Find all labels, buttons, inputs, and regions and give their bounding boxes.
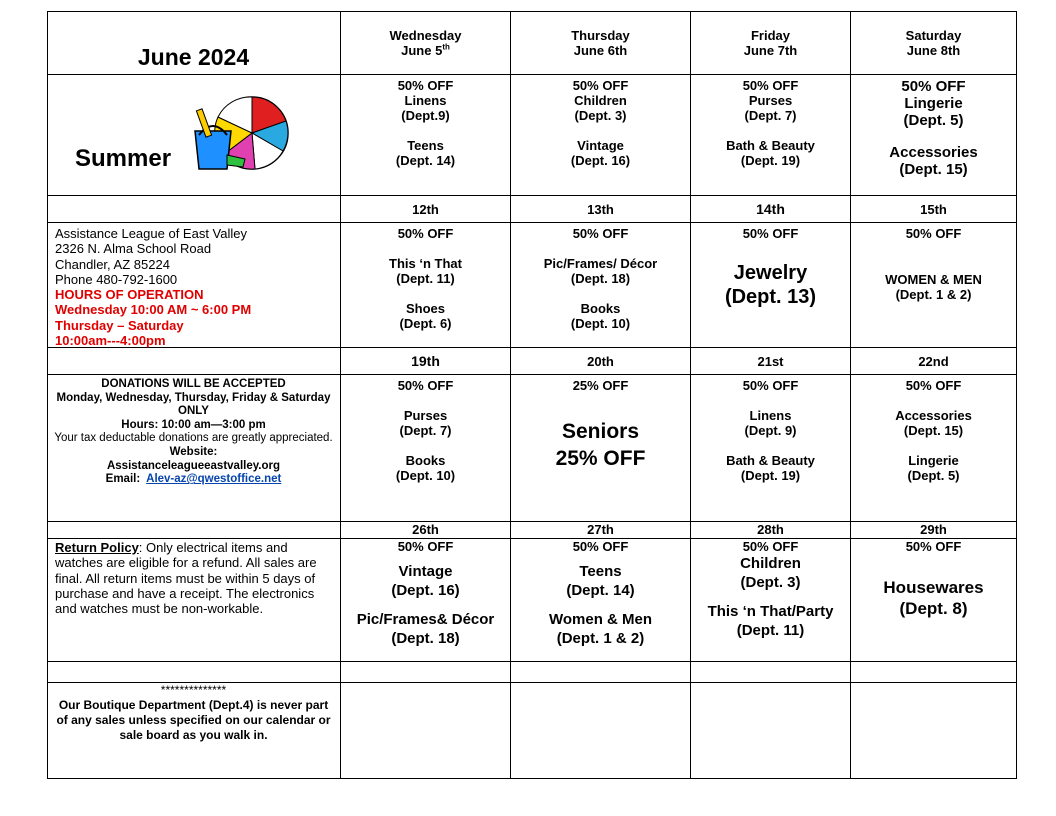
dept-number: (Dept. 10) (395, 468, 456, 483)
dept-name: Bath & Beauty (726, 138, 815, 153)
hours-thu-sat: Thursday – Saturday (55, 317, 184, 333)
dept-name: Children (574, 93, 627, 108)
discount: 25% OFF (572, 378, 629, 393)
dept-name: Bath & Beauty (726, 453, 815, 468)
summer-cell (47, 75, 340, 195)
date-cell: 28th (757, 522, 784, 537)
discount: 50% OFF (905, 378, 962, 393)
dept-number: (Dept. 14) (395, 153, 456, 168)
dept-number: (Dept. 15) (899, 161, 968, 178)
sale-cell-jun28 (691, 539, 850, 661)
stars-divider: ************** (160, 683, 227, 697)
date-cell: 21st (757, 353, 784, 369)
return-policy-cell (47, 522, 340, 661)
date-cell: 27th (587, 522, 614, 537)
day-name: Saturday (905, 28, 962, 43)
sale-cell-jun12 (341, 223, 510, 347)
dept-number: (Dept. 11) (396, 271, 455, 286)
dept-name: Housewares (883, 578, 984, 597)
dept-name: Purses (403, 408, 448, 423)
dept-number: (Dept. 5) (907, 468, 960, 483)
donations-info-cell (47, 375, 340, 521)
dept-number: (Dept. 9) (744, 423, 797, 438)
discount: 50% OFF (397, 78, 454, 93)
dept-number: (Dept. 13) (724, 286, 817, 308)
day-name: Thursday (571, 28, 630, 43)
date-cell: 19th (411, 352, 440, 369)
dept-number: (Dept. 15) (903, 423, 964, 438)
donation-days: Monday, Wednesday, Thursday, Friday & Saturday (56, 391, 331, 404)
dept-number: (Dept. 8) (899, 599, 968, 618)
donations-title: DONATIONS WILL BE ACCEPTED (101, 378, 286, 390)
dept-number: (Dept. 3) (574, 108, 627, 123)
dept-name: Women & Men (548, 611, 653, 628)
dept-number: (Dept. 16) (570, 153, 631, 168)
donation-hours: Hours: 10:00 am—3:00 pm (121, 418, 266, 431)
dept-name: Books (405, 453, 446, 468)
month-title: June 2024 (137, 44, 250, 70)
day-date: June 5th (401, 42, 450, 58)
day-date: June 8th (906, 43, 961, 58)
dept-name: Lingerie (904, 95, 963, 112)
dept-number: (Dept. 11) (736, 622, 805, 639)
contact-info-cell (47, 223, 340, 347)
dept-number: (Dept. 1 & 2) (556, 630, 645, 647)
dept-name: Lingerie (908, 453, 959, 468)
beach-ball-bucket-icon (187, 95, 297, 180)
day-date: June 7th (743, 43, 798, 58)
hours-wednesday: Wednesday 10:00 AM ~ 6:00 PM (55, 302, 252, 318)
dept-name: Seniors (561, 420, 640, 443)
sale-cell-jun20 (511, 375, 690, 521)
header-thursday (511, 11, 690, 74)
discount: 50% OFF (905, 539, 962, 554)
donation-only: ONLY (178, 405, 209, 418)
dept-number: (Dept. 18) (570, 271, 631, 286)
day-name: Friday (750, 28, 790, 43)
org-name: Assistance League of East Valley (55, 226, 247, 241)
dept-name: Pic/Frames/ Décor (543, 256, 658, 271)
discount: 50% OFF (905, 226, 962, 241)
address-street: 2326 N. Alma School Road (55, 241, 212, 257)
grid-line (47, 778, 1017, 779)
donation-note: Your tax deductable donations are greatly appreciated. (54, 432, 333, 445)
grid-line (47, 661, 1017, 662)
dept-number: (Dept. 14) (566, 582, 635, 599)
dept-name: Pic/Frames& Décor (356, 611, 495, 628)
header-saturday (851, 11, 1016, 74)
dept-number: (Dept. 1 & 2) (895, 287, 972, 302)
dept-number: (Dept.9) (401, 108, 450, 123)
discount: 50% OFF (397, 378, 454, 393)
boutique-note-cell (47, 683, 340, 778)
sale-cell-jun7 (691, 75, 850, 195)
sale-cell-jun14 (691, 223, 850, 347)
header-wednesday (341, 11, 510, 74)
sale-cell-jun8 (851, 75, 1016, 195)
address-city: Chandler, AZ 85224 (55, 256, 170, 272)
sale-cell-jun27 (511, 539, 690, 661)
email-link[interactable]: Alev-az@qwestoffice.net (146, 473, 282, 486)
dept-name: Purses (748, 93, 793, 108)
date-cell: 15th (920, 201, 947, 217)
sale-cell-jun26 (341, 539, 510, 661)
dept-name: This ‘n That (389, 256, 462, 271)
dept-number: 25% OFF (555, 447, 646, 470)
discount: 50% OFF (901, 78, 966, 95)
dept-name: Children (740, 555, 801, 572)
dept-number: (Dept. 18) (391, 630, 460, 647)
return-policy-text: : Only electrical items and watches are eligible for a refund. All sales are final. All return items must be within 5 days of purchase and have a receipt. The electronics and watches must be non-workable. (55, 540, 317, 617)
email-label: Email: (105, 473, 141, 486)
dept-number: (Dept. 10) (570, 316, 631, 331)
date-cell: 26th (412, 522, 439, 537)
dept-number: (Dept. 16) (391, 582, 460, 599)
dept-name: WOMEN & MEN (885, 272, 982, 287)
header-friday (691, 11, 850, 74)
discount: 50% OFF (742, 78, 799, 93)
dept-name: Accessories (895, 408, 972, 423)
dept-name: Jewelry (733, 262, 808, 284)
sale-cell-jun29 (851, 539, 1016, 661)
phone: Phone 480-792-1600 (55, 271, 178, 287)
dept-name: Shoes (405, 301, 445, 316)
dept-name: Teens (407, 138, 444, 153)
dept-name: Books (580, 301, 621, 316)
discount: 50% OFF (742, 378, 799, 393)
dept-number: (Dept. 19) (740, 468, 801, 483)
dept-name: Vintage (398, 563, 453, 580)
dept-name: This ‘n That/Party (707, 603, 834, 620)
date-cell: 14th (756, 200, 785, 217)
discount: 50% OFF (397, 539, 454, 554)
boutique-note: Our Boutique Department (Dept.4) is never part of any sales unless specified on our calendar or sale board as you walk in. (56, 698, 331, 742)
sale-cell-jun13 (511, 223, 690, 347)
dept-number: (Dept. 6) (399, 316, 452, 331)
dept-number: (Dept. 19) (740, 153, 801, 168)
sale-cell-jun5 (341, 75, 510, 195)
dept-name: Teens (579, 563, 622, 580)
dept-name: Linens (404, 93, 447, 108)
day-date: June 6th (573, 43, 628, 58)
hours-thu-sat-time: 10:00am---4:00pm (55, 333, 166, 349)
month-title-cell (47, 11, 340, 74)
sale-cell-jun22 (851, 375, 1016, 521)
discount: 50% OFF (572, 78, 629, 93)
dept-number: (Dept. 3) (740, 574, 801, 591)
dept-name: Accessories (889, 144, 978, 161)
discount: 50% OFF (742, 539, 799, 554)
dept-number: (Dept. 7) (399, 423, 452, 438)
day-name: Wednesday (389, 28, 462, 43)
sale-cell-jun19 (341, 375, 510, 521)
sale-cell-jun15 (851, 223, 1016, 347)
dept-number: (Dept. 5) (903, 112, 964, 129)
date-cell: 12th (412, 201, 439, 217)
discount: 50% OFF (397, 226, 454, 241)
dept-number: (Dept. 7) (744, 108, 797, 123)
date-cell: 22nd (918, 353, 949, 369)
discount: 50% OFF (742, 226, 799, 241)
grid-line (1016, 11, 1017, 779)
date-cell: 29th (920, 522, 947, 537)
website-url: Assistanceleagueeastvalley.org (106, 459, 281, 472)
dept-name: Linens (749, 408, 792, 423)
discount: 50% OFF (572, 539, 629, 554)
email-row (53, 473, 334, 487)
date-cell: 13th (587, 201, 614, 217)
dept-name: Vintage (577, 138, 624, 153)
date-cell: 20th (587, 353, 614, 369)
theme-label: Summer (75, 145, 172, 172)
sale-cell-jun21 (691, 375, 850, 521)
return-policy-label: Return Policy (55, 540, 139, 555)
calendar-table (47, 11, 1017, 779)
discount: 50% OFF (572, 226, 629, 241)
website-label: Website: (169, 445, 218, 458)
hours-title: HOURS OF OPERATION (55, 287, 204, 303)
sale-cell-jun6 (511, 75, 690, 195)
